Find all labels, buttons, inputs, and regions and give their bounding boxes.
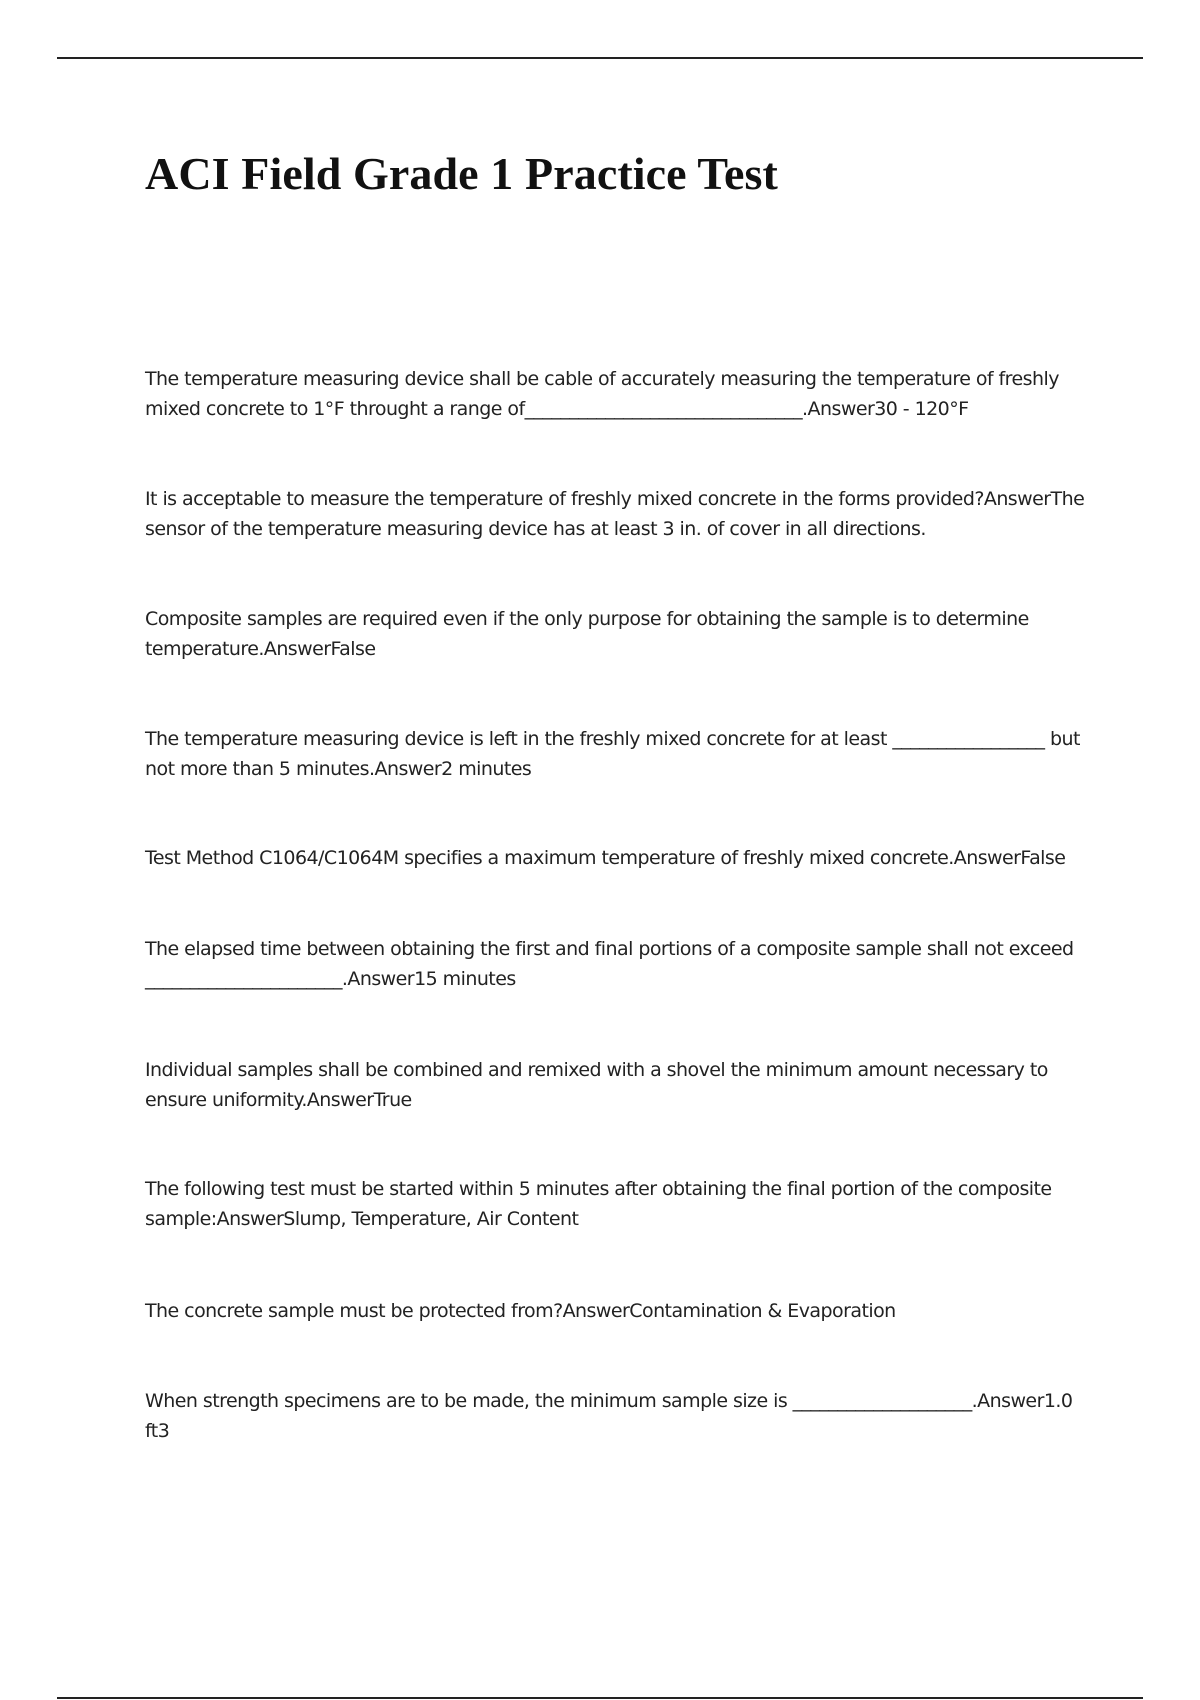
qa-item: When strength specimens are to be made, the minimum sample size is ____________________.Answer1.0 ft3 [145,1390,1073,1442]
qa-item: The concrete sample must be protected from?AnswerContamination & Evaporation [145,1300,896,1322]
qa-item: The following test must be started within 5 minutes after obtaining the final portion of the composite sample:AnswerSlump, Temperature, Air Content [145,1178,1052,1230]
top-rule [57,57,1143,59]
qa-item: The elapsed time between obtaining the first and final portions of a composite sample shall not exceed ______________________.Answer15 minutes [145,938,1074,990]
qa-item: Test Method C1064/C1064M specifies a maximum temperature of freshly mixed concrete.AnswerFalse [145,847,1066,869]
bottom-rule [57,1697,1143,1699]
qa-item: The temperature measuring device is left in the freshly mixed concrete for at least _________________ but not more than 5 minutes.Answer2 minutes [145,728,1080,780]
qa-item: Individual samples shall be combined and remixed with a shovel the minimum amount necessary to ensure uniformity.AnswerTrue [145,1059,1048,1111]
document-title: ACI Field Grade 1 Practice Test [145,148,778,199]
qa-item: It is acceptable to measure the temperature of freshly mixed concrete in the forms provided?AnswerThe sensor of the temperature measuring device has at least 3 in. of cover in all directions. [145,488,1085,540]
qa-item: The temperature measuring device shall be cable of accurately measuring the temperature of freshly mixed concrete to 1°F throught a range of_______________________________.Answer30 - 120°F [145,368,1059,420]
qa-item: Composite samples are required even if the only purpose for obtaining the sample is to determine temperature.AnswerFalse [145,608,1029,660]
